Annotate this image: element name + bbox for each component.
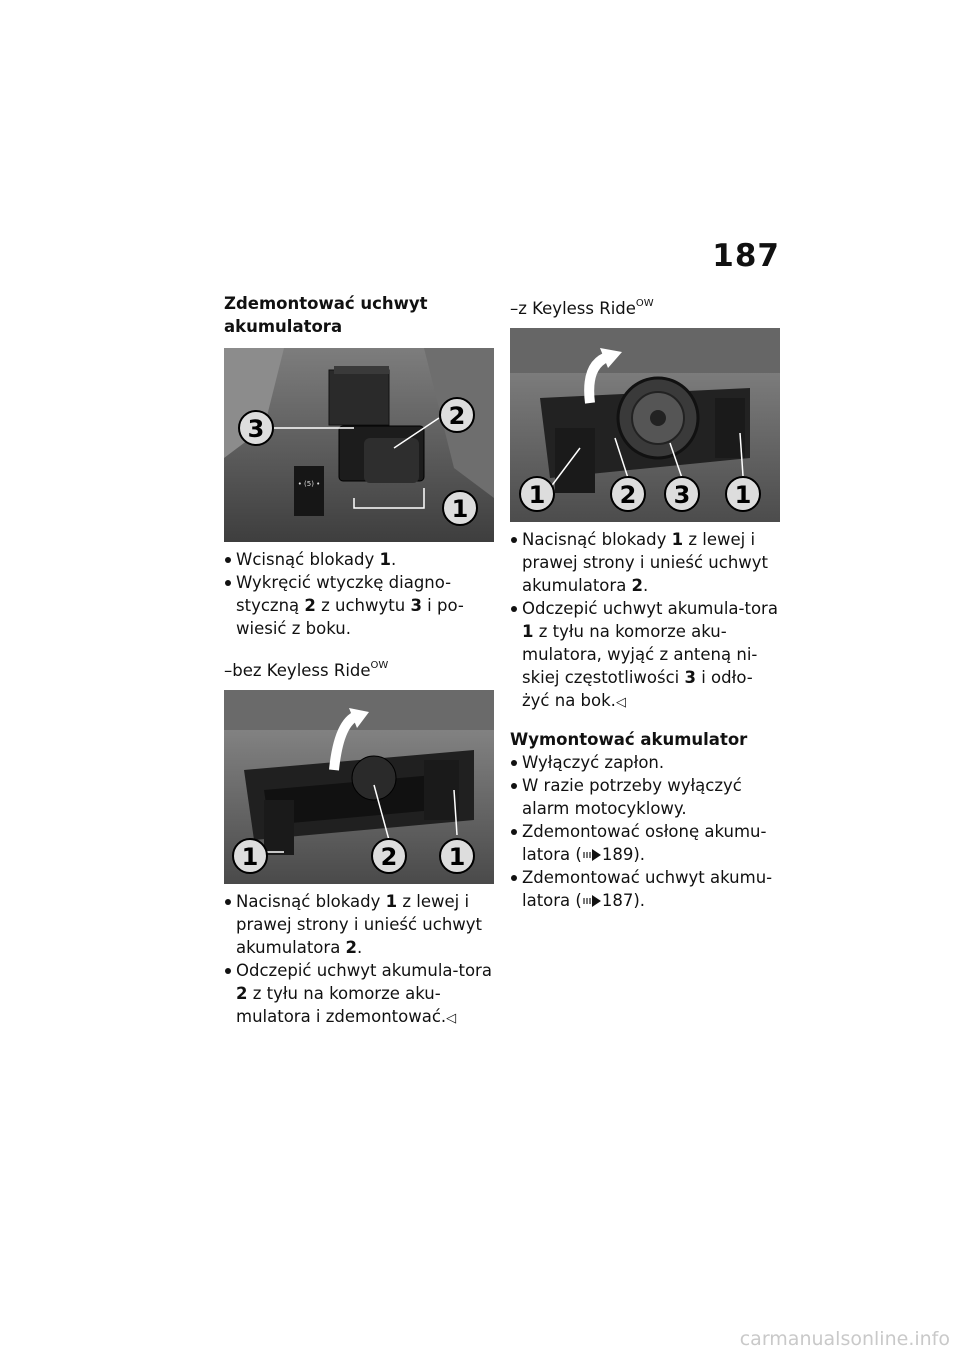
page-reference-arrow-icon	[582, 895, 602, 907]
list-item: Odczepić uchwyt akumula-tora 2 z tyłu na komorze aku-mulatora i zdemontować.◁	[224, 959, 494, 1030]
end-of-section-icon: ◁	[615, 695, 626, 710]
figure3-label-1-right: 1	[734, 481, 752, 509]
figure3-label-3: 3	[673, 481, 691, 509]
variant-label-with-keyless: –z Keyless Ride$^{OW}$	[510, 298, 654, 318]
ref-number: 2	[631, 576, 644, 595]
steps-list-1	[224, 548, 494, 640]
list-item: Wykręcić wtyczkę diagno-styczną 2 z uchwytu 3 i po-wiesić z boku.	[224, 571, 494, 640]
right-column	[510, 292, 780, 926]
figure1-label-2: 2	[448, 402, 466, 430]
steps-list-3	[510, 528, 780, 714]
variant-superscript: OW	[635, 298, 654, 309]
variant-superscript: OW	[370, 660, 389, 671]
figure-diagnostic-plug-drawing	[224, 348, 494, 542]
ref-number: 1	[522, 622, 534, 641]
figure1-label-1: 1	[451, 495, 469, 523]
list-item: W razie potrzeby wyłączyć alarm motocyklowy.	[510, 774, 780, 820]
page-reference[interactable]: 187	[601, 891, 634, 910]
list-item: Zdemontować uchwyt akumu-latora ( 187).	[510, 866, 780, 912]
list-item: Wyłączyć zapłon.	[510, 751, 780, 774]
figure2-label-1-left: 1	[241, 843, 259, 871]
list-item: Nacisnąć blokady 1 z lewej i prawej strony i unieść uchwyt akumulatora 2.	[510, 528, 780, 597]
ref-number: 3	[410, 596, 422, 615]
list-item: Wcisnąć blokady 1.	[224, 548, 494, 571]
page-reference[interactable]: 189	[601, 845, 634, 864]
left-column	[224, 292, 494, 1044]
figure-holder-with-keyless-drawing	[510, 328, 780, 522]
watermark: carmanualsonline.info	[739, 1328, 950, 1350]
page-number: 187	[712, 238, 780, 274]
ref-number: 1	[379, 550, 391, 569]
list-item: Odczepić uchwyt akumula-tora 1 z tyłu na komorze aku-mulatora, wyjąć z anteną ni-skiej częstotliwości 3 i odło-żyć na bok.◁	[510, 597, 780, 714]
figure-diagnostic-plug	[224, 348, 494, 542]
figure-holder-with-keyless	[510, 328, 780, 522]
ref-number: 1	[385, 892, 398, 911]
page-reference-arrow-icon	[582, 849, 602, 861]
steps-list-2	[224, 890, 494, 1030]
ref-number: 1	[671, 530, 684, 549]
figure3-label-2: 2	[619, 481, 637, 509]
list-item: Zdemontować osłonę akumu-latora ( 189).	[510, 820, 780, 866]
figure2-label-1-right: 1	[448, 843, 466, 871]
variant-label-without-keyless: –bez Keyless Ride$^{OW}$	[224, 660, 389, 680]
figure3-label-1-left: 1	[528, 481, 546, 509]
end-of-section-icon: ◁	[446, 1011, 457, 1026]
ref-number: 2	[345, 938, 358, 957]
steps-list-4	[510, 751, 780, 912]
ref-number: 2	[304, 596, 316, 615]
list-item: Nacisnąć blokady 1 z lewej i prawej strony i unieść uchwyt akumulatora 2.	[224, 890, 494, 959]
figure1-sticker: • (5) •	[297, 480, 321, 488]
figure-holder-without-keyless	[224, 690, 494, 884]
section-heading-holder: Zdemontować uchwyt akumulatora	[224, 294, 428, 336]
section-heading-battery: Wymontować akumulator	[510, 730, 748, 749]
figure1-label-3: 3	[247, 415, 265, 443]
figure2-label-2: 2	[380, 843, 398, 871]
ref-number: 2	[236, 984, 248, 1003]
ref-number: 3	[684, 668, 696, 687]
figure-holder-without-keyless-drawing	[224, 690, 494, 884]
